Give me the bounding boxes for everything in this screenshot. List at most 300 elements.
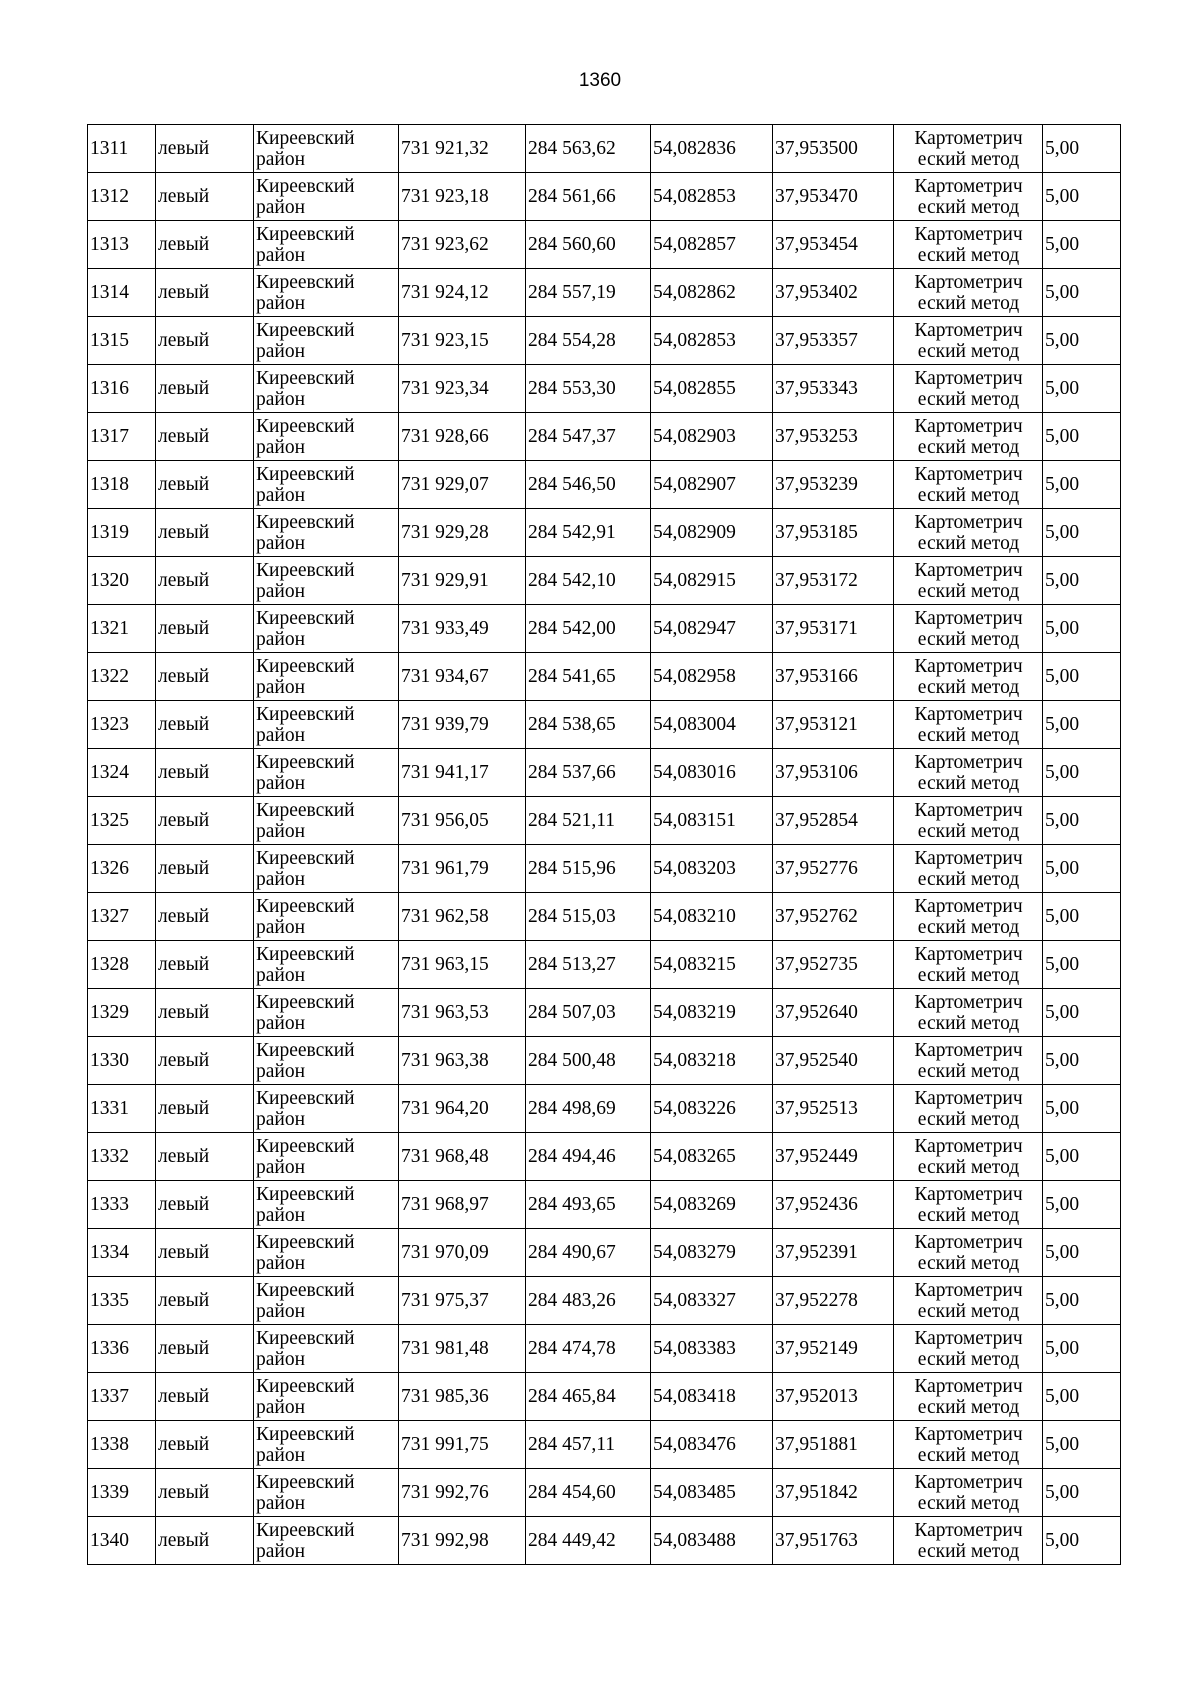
district-line-1: Киреевский — [256, 271, 355, 293]
latitude-cell: 54,083383 — [651, 1325, 773, 1373]
district-line-1: Киреевский — [256, 511, 355, 533]
y-coordinate-cell: 284 498,69 — [526, 1085, 651, 1133]
accuracy-cell: 5,00 — [1043, 173, 1121, 221]
longitude-cell: 37,953172 — [773, 557, 894, 605]
accuracy-cell: 5,00 — [1043, 941, 1121, 989]
district-line-2: район — [256, 580, 306, 602]
method-line-1: Картометрич — [914, 1087, 1023, 1109]
point-number-cell: 1335 — [88, 1277, 156, 1325]
x-coordinate-cell: 731 964,20 — [399, 1085, 526, 1133]
district-cell — [254, 845, 399, 893]
table-row — [88, 269, 1121, 317]
point-number-cell: 1321 — [88, 605, 156, 653]
method-line-1: Картометрич — [914, 655, 1023, 677]
point-number-cell: 1324 — [88, 749, 156, 797]
accuracy-cell: 5,00 — [1043, 989, 1121, 1037]
table-row — [88, 317, 1121, 365]
method-line-1: Картометрич — [914, 751, 1023, 773]
bank-side-cell: левый — [156, 1229, 254, 1277]
x-coordinate-cell: 731 956,05 — [399, 797, 526, 845]
longitude-cell: 37,952854 — [773, 797, 894, 845]
latitude-cell: 54,082862 — [651, 269, 773, 317]
x-coordinate-cell: 731 939,79 — [399, 701, 526, 749]
district-line-2: район — [256, 532, 306, 554]
longitude-cell: 37,951842 — [773, 1469, 894, 1517]
latitude-cell: 54,082947 — [651, 605, 773, 653]
district-line-1: Киреевский — [256, 1039, 355, 1061]
district-line-2: район — [256, 964, 306, 986]
district-cell — [254, 413, 399, 461]
table-row — [88, 221, 1121, 269]
latitude-cell: 54,083269 — [651, 1181, 773, 1229]
y-coordinate-cell: 284 483,26 — [526, 1277, 651, 1325]
district-line-2: район — [256, 868, 306, 890]
x-coordinate-cell: 731 933,49 — [399, 605, 526, 653]
latitude-cell: 54,082958 — [651, 653, 773, 701]
method-line-1: Картометрич — [914, 895, 1023, 917]
accuracy-cell: 5,00 — [1043, 365, 1121, 413]
y-coordinate-cell: 284 537,66 — [526, 749, 651, 797]
method-cell — [894, 653, 1043, 701]
district-cell — [254, 941, 399, 989]
district-line-1: Киреевский — [256, 1519, 355, 1541]
district-cell — [254, 461, 399, 509]
latitude-cell: 54,082915 — [651, 557, 773, 605]
bank-side-cell: левый — [156, 941, 254, 989]
latitude-cell: 54,083488 — [651, 1517, 773, 1565]
method-line-2: еский метод — [917, 436, 1020, 458]
district-cell — [254, 1421, 399, 1469]
table-row — [88, 893, 1121, 941]
point-number-cell: 1319 — [88, 509, 156, 557]
method-cell — [894, 1037, 1043, 1085]
accuracy-cell: 5,00 — [1043, 269, 1121, 317]
method-line-2: еский метод — [917, 532, 1020, 554]
point-number-cell: 1312 — [88, 173, 156, 221]
latitude-cell: 54,083476 — [651, 1421, 773, 1469]
bank-side-cell: левый — [156, 653, 254, 701]
method-line-1: Картометрич — [914, 1327, 1023, 1349]
district-line-1: Киреевский — [256, 943, 355, 965]
x-coordinate-cell: 731 991,75 — [399, 1421, 526, 1469]
district-cell — [254, 989, 399, 1037]
method-cell — [894, 1085, 1043, 1133]
district-line-2: район — [256, 1540, 306, 1562]
bank-side-cell: левый — [156, 125, 254, 173]
accuracy-cell: 5,00 — [1043, 509, 1121, 557]
latitude-cell: 54,083279 — [651, 1229, 773, 1277]
district-line-2: район — [256, 244, 306, 266]
table-row — [88, 509, 1121, 557]
method-line-2: еский метод — [917, 1156, 1020, 1178]
table-row — [88, 173, 1121, 221]
latitude-cell: 54,082857 — [651, 221, 773, 269]
y-coordinate-cell: 284 542,91 — [526, 509, 651, 557]
method-line-1: Картометрич — [914, 607, 1023, 629]
method-line-2: еский метод — [917, 964, 1020, 986]
method-line-2: еский метод — [917, 868, 1020, 890]
method-line-2: еский метод — [917, 1444, 1020, 1466]
y-coordinate-cell: 284 500,48 — [526, 1037, 651, 1085]
x-coordinate-cell: 731 968,97 — [399, 1181, 526, 1229]
table-row — [88, 1085, 1121, 1133]
y-coordinate-cell: 284 493,65 — [526, 1181, 651, 1229]
district-line-2: район — [256, 676, 306, 698]
point-number-cell: 1329 — [88, 989, 156, 1037]
district-cell — [254, 605, 399, 653]
x-coordinate-cell: 731 968,48 — [399, 1133, 526, 1181]
district-line-2: район — [256, 772, 306, 794]
method-line-2: еский метод — [917, 1060, 1020, 1082]
longitude-cell: 37,952013 — [773, 1373, 894, 1421]
accuracy-cell: 5,00 — [1043, 653, 1121, 701]
accuracy-cell: 5,00 — [1043, 1085, 1121, 1133]
bank-side-cell: левый — [156, 893, 254, 941]
accuracy-cell: 5,00 — [1043, 317, 1121, 365]
district-line-1: Киреевский — [256, 607, 355, 629]
method-line-2: еский метод — [917, 1540, 1020, 1562]
district-line-2: район — [256, 196, 306, 218]
point-number-cell: 1316 — [88, 365, 156, 413]
y-coordinate-cell: 284 541,65 — [526, 653, 651, 701]
district-cell — [254, 653, 399, 701]
method-cell — [894, 749, 1043, 797]
method-cell — [894, 605, 1043, 653]
point-number-cell: 1323 — [88, 701, 156, 749]
accuracy-cell: 5,00 — [1043, 749, 1121, 797]
table-row — [88, 1037, 1121, 1085]
accuracy-cell: 5,00 — [1043, 1373, 1121, 1421]
x-coordinate-cell: 731 929,07 — [399, 461, 526, 509]
longitude-cell: 37,952640 — [773, 989, 894, 1037]
accuracy-cell: 5,00 — [1043, 845, 1121, 893]
method-line-2: еский метод — [917, 196, 1020, 218]
district-line-1: Киреевский — [256, 1183, 355, 1205]
accuracy-cell: 5,00 — [1043, 605, 1121, 653]
accuracy-cell: 5,00 — [1043, 701, 1121, 749]
latitude-cell: 54,083265 — [651, 1133, 773, 1181]
longitude-cell: 37,953121 — [773, 701, 894, 749]
bank-side-cell: левый — [156, 365, 254, 413]
method-line-2: еский метод — [917, 244, 1020, 266]
bank-side-cell: левый — [156, 1373, 254, 1421]
x-coordinate-cell: 731 975,37 — [399, 1277, 526, 1325]
district-line-2: район — [256, 916, 306, 938]
x-coordinate-cell: 731 992,76 — [399, 1469, 526, 1517]
district-line-2: район — [256, 724, 306, 746]
table-row — [88, 701, 1121, 749]
y-coordinate-cell: 284 546,50 — [526, 461, 651, 509]
method-line-2: еский метод — [917, 916, 1020, 938]
latitude-cell: 54,083485 — [651, 1469, 773, 1517]
table-row — [88, 461, 1121, 509]
table-row — [88, 1229, 1121, 1277]
y-coordinate-cell: 284 553,30 — [526, 365, 651, 413]
method-line-1: Картометрич — [914, 319, 1023, 341]
method-line-2: еский метод — [917, 1300, 1020, 1322]
point-number-cell: 1326 — [88, 845, 156, 893]
district-cell — [254, 1373, 399, 1421]
method-line-1: Картометрич — [914, 1279, 1023, 1301]
district-line-2: район — [256, 628, 306, 650]
latitude-cell: 54,083218 — [651, 1037, 773, 1085]
method-line-1: Картометрич — [914, 127, 1023, 149]
method-cell — [894, 1325, 1043, 1373]
method-line-2: еский метод — [917, 676, 1020, 698]
method-line-2: еский метод — [917, 820, 1020, 842]
district-line-1: Киреевский — [256, 1327, 355, 1349]
y-coordinate-cell: 284 474,78 — [526, 1325, 651, 1373]
x-coordinate-cell: 731 923,62 — [399, 221, 526, 269]
district-line-2: район — [256, 292, 306, 314]
bank-side-cell: левый — [156, 1421, 254, 1469]
method-cell — [894, 269, 1043, 317]
method-line-2: еский метод — [917, 580, 1020, 602]
method-cell — [894, 1133, 1043, 1181]
y-coordinate-cell: 284 513,27 — [526, 941, 651, 989]
table-row — [88, 1181, 1121, 1229]
table-row — [88, 557, 1121, 605]
longitude-cell: 37,953343 — [773, 365, 894, 413]
x-coordinate-cell: 731 961,79 — [399, 845, 526, 893]
method-line-1: Картометрич — [914, 991, 1023, 1013]
bank-side-cell: левый — [156, 989, 254, 1037]
x-coordinate-cell: 731 929,91 — [399, 557, 526, 605]
latitude-cell: 54,082853 — [651, 317, 773, 365]
point-number-cell: 1322 — [88, 653, 156, 701]
y-coordinate-cell: 284 507,03 — [526, 989, 651, 1037]
point-number-cell: 1320 — [88, 557, 156, 605]
y-coordinate-cell: 284 557,19 — [526, 269, 651, 317]
method-line-2: еский метод — [917, 340, 1020, 362]
district-line-1: Киреевский — [256, 367, 355, 389]
district-line-2: район — [256, 148, 306, 170]
latitude-cell: 54,082853 — [651, 173, 773, 221]
longitude-cell: 37,952776 — [773, 845, 894, 893]
accuracy-cell: 5,00 — [1043, 1277, 1121, 1325]
method-cell — [894, 941, 1043, 989]
y-coordinate-cell: 284 494,46 — [526, 1133, 651, 1181]
longitude-cell: 37,953106 — [773, 749, 894, 797]
method-cell — [894, 365, 1043, 413]
method-cell — [894, 1469, 1043, 1517]
x-coordinate-cell: 731 970,09 — [399, 1229, 526, 1277]
y-coordinate-cell: 284 554,28 — [526, 317, 651, 365]
bank-side-cell: левый — [156, 509, 254, 557]
point-number-cell: 1317 — [88, 413, 156, 461]
method-cell — [894, 989, 1043, 1037]
district-line-1: Киреевский — [256, 751, 355, 773]
accuracy-cell: 5,00 — [1043, 1469, 1121, 1517]
district-cell — [254, 221, 399, 269]
latitude-cell: 54,083210 — [651, 893, 773, 941]
latitude-cell: 54,082855 — [651, 365, 773, 413]
district-line-2: район — [256, 1300, 306, 1322]
latitude-cell: 54,082907 — [651, 461, 773, 509]
longitude-cell: 37,951763 — [773, 1517, 894, 1565]
district-line-1: Киреевский — [256, 1231, 355, 1253]
bank-side-cell: левый — [156, 1469, 254, 1517]
x-coordinate-cell: 731 928,66 — [399, 413, 526, 461]
table-row — [88, 989, 1121, 1037]
method-line-2: еский метод — [917, 484, 1020, 506]
district-cell — [254, 125, 399, 173]
district-cell — [254, 1277, 399, 1325]
table-row — [88, 1277, 1121, 1325]
table-row — [88, 1469, 1121, 1517]
accuracy-cell: 5,00 — [1043, 1229, 1121, 1277]
district-line-1: Киреевский — [256, 319, 355, 341]
accuracy-cell: 5,00 — [1043, 557, 1121, 605]
district-line-1: Киреевский — [256, 463, 355, 485]
longitude-cell: 37,952436 — [773, 1181, 894, 1229]
bank-side-cell: левый — [156, 749, 254, 797]
point-number-cell: 1337 — [88, 1373, 156, 1421]
latitude-cell: 54,082909 — [651, 509, 773, 557]
district-cell — [254, 893, 399, 941]
district-cell — [254, 701, 399, 749]
district-line-2: район — [256, 1252, 306, 1274]
point-number-cell: 1328 — [88, 941, 156, 989]
accuracy-cell: 5,00 — [1043, 893, 1121, 941]
y-coordinate-cell: 284 515,03 — [526, 893, 651, 941]
district-line-2: район — [256, 340, 306, 362]
x-coordinate-cell: 731 963,15 — [399, 941, 526, 989]
bank-side-cell: левый — [156, 173, 254, 221]
y-coordinate-cell: 284 560,60 — [526, 221, 651, 269]
district-line-1: Киреевский — [256, 991, 355, 1013]
method-cell — [894, 557, 1043, 605]
y-coordinate-cell: 284 563,62 — [526, 125, 651, 173]
latitude-cell: 54,083226 — [651, 1085, 773, 1133]
accuracy-cell: 5,00 — [1043, 1133, 1121, 1181]
district-line-1: Киреевский — [256, 1423, 355, 1445]
x-coordinate-cell: 731 924,12 — [399, 269, 526, 317]
point-number-cell: 1327 — [88, 893, 156, 941]
longitude-cell: 37,952449 — [773, 1133, 894, 1181]
longitude-cell: 37,952513 — [773, 1085, 894, 1133]
method-line-1: Картометрич — [914, 175, 1023, 197]
accuracy-cell: 5,00 — [1043, 1181, 1121, 1229]
method-cell — [894, 461, 1043, 509]
point-number-cell: 1336 — [88, 1325, 156, 1373]
x-coordinate-cell: 731 923,34 — [399, 365, 526, 413]
method-line-2: еский метод — [917, 724, 1020, 746]
method-line-2: еский метод — [917, 1348, 1020, 1370]
district-line-1: Киреевский — [256, 1375, 355, 1397]
longitude-cell: 37,952278 — [773, 1277, 894, 1325]
method-cell — [894, 413, 1043, 461]
y-coordinate-cell: 284 515,96 — [526, 845, 651, 893]
method-line-1: Картометрич — [914, 1471, 1023, 1493]
district-cell — [254, 1133, 399, 1181]
y-coordinate-cell: 284 542,00 — [526, 605, 651, 653]
longitude-cell: 37,952149 — [773, 1325, 894, 1373]
method-cell — [894, 221, 1043, 269]
district-line-1: Киреевский — [256, 799, 355, 821]
method-line-1: Картометрич — [914, 1519, 1023, 1541]
method-line-1: Картометрич — [914, 511, 1023, 533]
latitude-cell: 54,083219 — [651, 989, 773, 1037]
method-cell — [894, 173, 1043, 221]
method-line-1: Картометрич — [914, 559, 1023, 581]
method-cell — [894, 701, 1043, 749]
point-number-cell: 1332 — [88, 1133, 156, 1181]
y-coordinate-cell: 284 490,67 — [526, 1229, 651, 1277]
accuracy-cell: 5,00 — [1043, 1421, 1121, 1469]
x-coordinate-cell: 731 921,32 — [399, 125, 526, 173]
accuracy-cell: 5,00 — [1043, 413, 1121, 461]
district-line-2: район — [256, 1396, 306, 1418]
method-line-1: Картометрич — [914, 415, 1023, 437]
method-line-1: Картометрич — [914, 799, 1023, 821]
bank-side-cell: левый — [156, 1037, 254, 1085]
table-row — [88, 749, 1121, 797]
latitude-cell: 54,082903 — [651, 413, 773, 461]
table-row — [88, 653, 1121, 701]
x-coordinate-cell: 731 934,67 — [399, 653, 526, 701]
district-cell — [254, 1037, 399, 1085]
district-cell — [254, 1229, 399, 1277]
longitude-cell: 37,953454 — [773, 221, 894, 269]
bank-side-cell: левый — [156, 461, 254, 509]
bank-side-cell: левый — [156, 269, 254, 317]
point-number-cell: 1330 — [88, 1037, 156, 1085]
y-coordinate-cell: 284 457,11 — [526, 1421, 651, 1469]
district-cell — [254, 797, 399, 845]
y-coordinate-cell: 284 449,42 — [526, 1517, 651, 1565]
point-number-cell: 1338 — [88, 1421, 156, 1469]
district-line-2: район — [256, 1108, 306, 1130]
x-coordinate-cell: 731 981,48 — [399, 1325, 526, 1373]
point-number-cell: 1339 — [88, 1469, 156, 1517]
y-coordinate-cell: 284 542,10 — [526, 557, 651, 605]
method-line-1: Картометрич — [914, 223, 1023, 245]
longitude-cell: 37,953171 — [773, 605, 894, 653]
accuracy-cell: 5,00 — [1043, 1517, 1121, 1565]
latitude-cell: 54,083203 — [651, 845, 773, 893]
method-cell — [894, 509, 1043, 557]
table-row — [88, 941, 1121, 989]
method-line-1: Картометрич — [914, 1135, 1023, 1157]
district-line-1: Киреевский — [256, 847, 355, 869]
district-line-1: Киреевский — [256, 703, 355, 725]
method-cell — [894, 1517, 1043, 1565]
point-number-cell: 1325 — [88, 797, 156, 845]
district-cell — [254, 1085, 399, 1133]
bank-side-cell: левый — [156, 221, 254, 269]
bank-side-cell: левый — [156, 797, 254, 845]
method-line-1: Картометрич — [914, 1375, 1023, 1397]
longitude-cell: 37,952762 — [773, 893, 894, 941]
accuracy-cell: 5,00 — [1043, 797, 1121, 845]
table-row — [88, 605, 1121, 653]
point-number-cell: 1314 — [88, 269, 156, 317]
district-cell — [254, 1325, 399, 1373]
method-line-2: еский метод — [917, 292, 1020, 314]
method-cell — [894, 1181, 1043, 1229]
method-line-2: еский метод — [917, 1252, 1020, 1274]
district-line-1: Киреевский — [256, 1279, 355, 1301]
longitude-cell: 37,952540 — [773, 1037, 894, 1085]
method-cell — [894, 797, 1043, 845]
district-cell — [254, 1469, 399, 1517]
method-line-1: Картометрич — [914, 1039, 1023, 1061]
district-line-2: район — [256, 1012, 306, 1034]
bank-side-cell: левый — [156, 413, 254, 461]
point-number-cell: 1331 — [88, 1085, 156, 1133]
method-cell — [894, 1229, 1043, 1277]
